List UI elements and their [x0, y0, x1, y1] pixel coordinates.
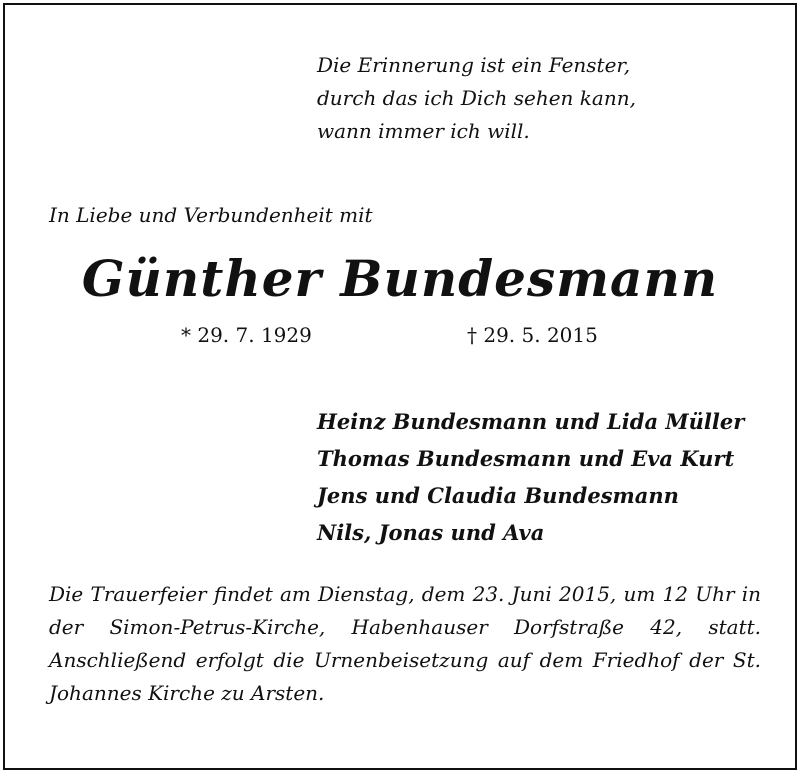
obituary-frame: [3, 3, 797, 770]
deceased-name: Günther Bundesmann: [81, 249, 719, 308]
mourner-line: Jens und Claudia Bundesmann: [317, 483, 679, 508]
intro-text: In Liebe und Verbundenheit mit: [49, 203, 373, 227]
birth-date: * 29. 7. 1929: [181, 323, 312, 347]
quote-line: Die Erinnerung ist ein Fenster,: [317, 53, 631, 77]
mourner-line: Thomas Bundesmann und Eva Kurt: [317, 446, 735, 471]
memorial-quote: [317, 49, 737, 148]
funeral-notice: Die Trauerfeier findet am Dienstag, dem 23. Juni 2015, um 12 Uhr in der Simon-Petrus-Kirche, Habenhauser Dorfstraße 42, statt. Anschließend erfolgt die Urnenbeisetzung auf dem Friedhof der St. Johannes Kirche zu Arsten.: [49, 582, 761, 705]
mourner-line: Nils, Jonas und Ava: [317, 520, 545, 545]
quote-line: durch das ich Dich sehen kann,: [317, 86, 636, 110]
mourners-list: [317, 403, 777, 551]
death-date: † 29. 5. 2015: [467, 323, 598, 347]
quote-line: wann immer ich will.: [317, 119, 530, 143]
mourner-line: Heinz Bundesmann und Lida Müller: [317, 409, 745, 434]
